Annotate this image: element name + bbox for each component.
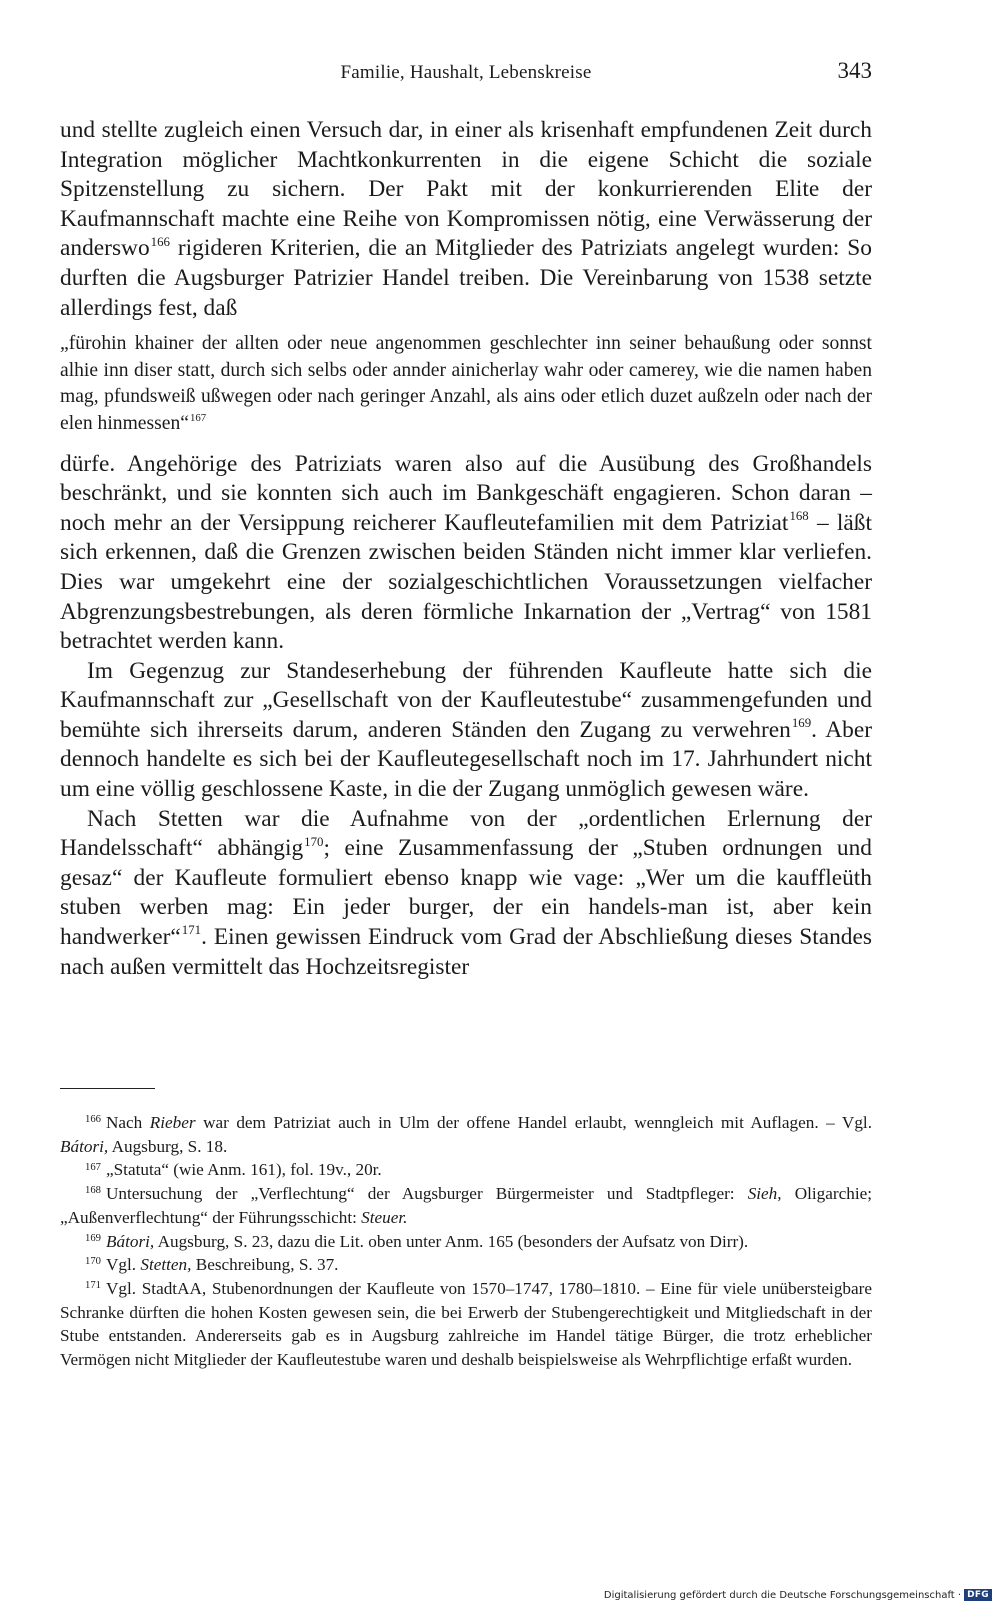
paragraph-4: [60, 805, 872, 983]
footnote-author: Rieber: [149, 1113, 196, 1132]
block-quote: [60, 331, 872, 437]
footnote-ref-171: 171: [181, 923, 202, 938]
paragraph-3: [60, 657, 872, 805]
footnote-170: [60, 1253, 872, 1277]
paragraph-4-text-a: Nach Stetten war die Aufnahme von der „ordentlichen Erlernung der Handelsschaft“ abhängig: [60, 805, 872, 862]
footnote-author: Bátori,: [60, 1136, 109, 1156]
footnote-ref-166: 166: [150, 234, 170, 249]
footnote-author: Steuer.: [361, 1207, 408, 1227]
paragraph-2-text-b: – läßt sich erkennen, daß die Grenzen zwischen beiden Ständen nicht immer klar verliefen. Dies war umgekehrt eine der sozialgeschichtlichen Voraussetzungen vielfacher Abgrenzungsbestrebungen, als deren förmliche Inkarnation der „Vertrag“ von 1581 betrachtet werden kann.: [60, 509, 872, 655]
main-text: [60, 116, 872, 982]
footnote-text: Beschreibung, S. 37.: [191, 1255, 339, 1275]
running-title: Familie, Haushalt, Lebenskreise: [340, 62, 592, 83]
footnote-ref-168: 168: [789, 509, 809, 524]
footnote-divider: [60, 1088, 155, 1089]
footnote-text: Nach: [105, 1113, 150, 1132]
paragraph-2: [60, 450, 872, 657]
footnote-168: [60, 1182, 872, 1229]
footnote-text: Untersuchung der „Verflechtung“ der Augsburger Bürgermeister und Stadtpfleger:: [105, 1184, 748, 1204]
footnote-ref-169: 169: [791, 716, 812, 731]
block-quote-text: „fürohin khainer der allten oder neue angenommen geschlechter inn seiner behaußung oder sonnst alhie inn diser statt, durch sich selbs oder annder ainicherlay wahr oder camerey, wie die namen haben mag, pfundsweiß ußwegen oder nach geringer Anzahl, als ains oder etlich duzet außzeln oder nach der elen hinmessen“: [60, 333, 872, 434]
footnote-166: [60, 1111, 872, 1158]
footnote-text: Augsburg, S. 18.: [108, 1136, 228, 1156]
footnote-text: Augsburg, S. 23, dazu die Lit. oben unter Anm. 165 (besonders der Aufsatz von Dirr).: [154, 1231, 749, 1251]
digitization-credit: [604, 1589, 992, 1601]
running-head: [60, 58, 872, 90]
page-number: 343: [837, 58, 872, 83]
footnote-author: Stetten,: [140, 1255, 192, 1275]
paragraph-4-text-b: ; eine Zusammenfassung der „Stuben ordnungen und gesaz“ der Kaufleute formuliert ebenso knapp wie vage: „Wer um die kauffleüth stuben werben mag: Ein jeder burger, der ein handels-man ist, aber kein handwerker“: [60, 835, 872, 951]
footnote-text: Oligarchie; „Außenverflechtung“ der Führungsschicht:: [60, 1184, 873, 1227]
footnote-number: 171: [85, 1280, 101, 1292]
dfg-logo: DFG: [964, 1589, 992, 1601]
footnote-ref-167: 167: [189, 411, 207, 424]
footnote-number: 169: [85, 1232, 101, 1244]
footnote-171: [60, 1277, 872, 1372]
footnote-ref-170: 170: [304, 834, 324, 849]
footnote-text: „Statuta“ (wie Anm. 161), fol. 19v., 20r.: [105, 1160, 382, 1180]
footnote-167: [60, 1158, 872, 1182]
paragraph-1: [60, 116, 872, 323]
footnote-number: 166: [85, 1114, 101, 1126]
footnote-number: 167: [85, 1161, 101, 1173]
footnote-author: Bátori,: [105, 1231, 155, 1251]
credit-text: Digitalisierung gefördert durch die Deutsche Forschungsgemeinschaft ·: [603, 1589, 962, 1601]
paragraph-1-text-b: rigideren Kriterien, die an Mitglieder des Patriziats angelegt wurden: So durften die Augsburger Patrizier Handel treiben. Die Vereinbarung von 1538 setzte allerdings fest, daß: [60, 235, 872, 321]
footnote-author: Sieh,: [747, 1184, 782, 1204]
paragraph-3-text-b: . Aber dennoch handelte es sich bei der Kaufleutegesellschaft noch im 17. Jahrhundert nicht um eine völlig geschlossene Kaste, in die der Zugang unmöglich gewesen wäre.: [60, 716, 872, 803]
footnote-text: war dem Patriziat auch in Ulm der offene Handel erlaubt, wenngleich mit Auflagen. – Vgl.: [195, 1113, 872, 1132]
footnotes: [60, 1111, 872, 1372]
footnote-text: Vgl. StadtAA, Stubenordnungen der Kaufleute von 1570–1747, 1780–1810. – Eine für viele unübersteigbare Schranke dürften die hohen Kosten gewesen sein, die bei Erwerb der Stubengerechtigkeit und Mitgliedschaft in der Stube entstanden. Andererseits gab es in Augsburg zahlreiche im Handel tätige Bürger, die trotz erheblicher Vermögen nicht Mitglieder der Kaufleutestube waren und deshalb beispielsweise als Wehrpflichtige erfaßt wurden.: [60, 1278, 872, 1370]
footnote-number: 170: [85, 1256, 101, 1268]
footnote-number: 168: [85, 1185, 101, 1197]
paragraph-2-text-a: dürfe. Angehörige des Patriziats waren also auf die Ausübung des Großhandels beschränkt, und sie konnten sich auch im Bankgeschäft engagieren. Schon daran – noch mehr an der Versippung reicherer Kaufleutefamilien mit dem Patriziat: [60, 450, 872, 536]
paragraph-4-text-c: . Einen gewissen Eindruck vom Grad der Abschließung dieses Standes nach außen vermittelt das Hochzeitsregister: [60, 924, 872, 980]
footnote-169: [60, 1230, 872, 1254]
footnote-text: Vgl.: [105, 1255, 141, 1275]
paragraph-3-text-a: Im Gegenzug zur Standeserhebung der führenden Kaufleute hatte sich die Kaufmannschaft zur „Gesellschaft von der Kaufleutestube“ zusammengefunden und bemühte sich ihrerseits darum, anderen Ständen den Zugang zu verwehren: [60, 657, 872, 743]
paragraph-1-text-a: und stellte zugleich einen Versuch dar, in einer als krisenhaft empfundenen Zeit durch Integration möglicher Machtkonkurrenten in die eigene Schicht die soziale Spitzenstellung zu sichern. Der Pakt mit der konkurrierenden Elite der Kaufmannschaft machte eine Reihe von Kompromissen nötig, eine Verwässerung der anderswo: [60, 117, 872, 262]
